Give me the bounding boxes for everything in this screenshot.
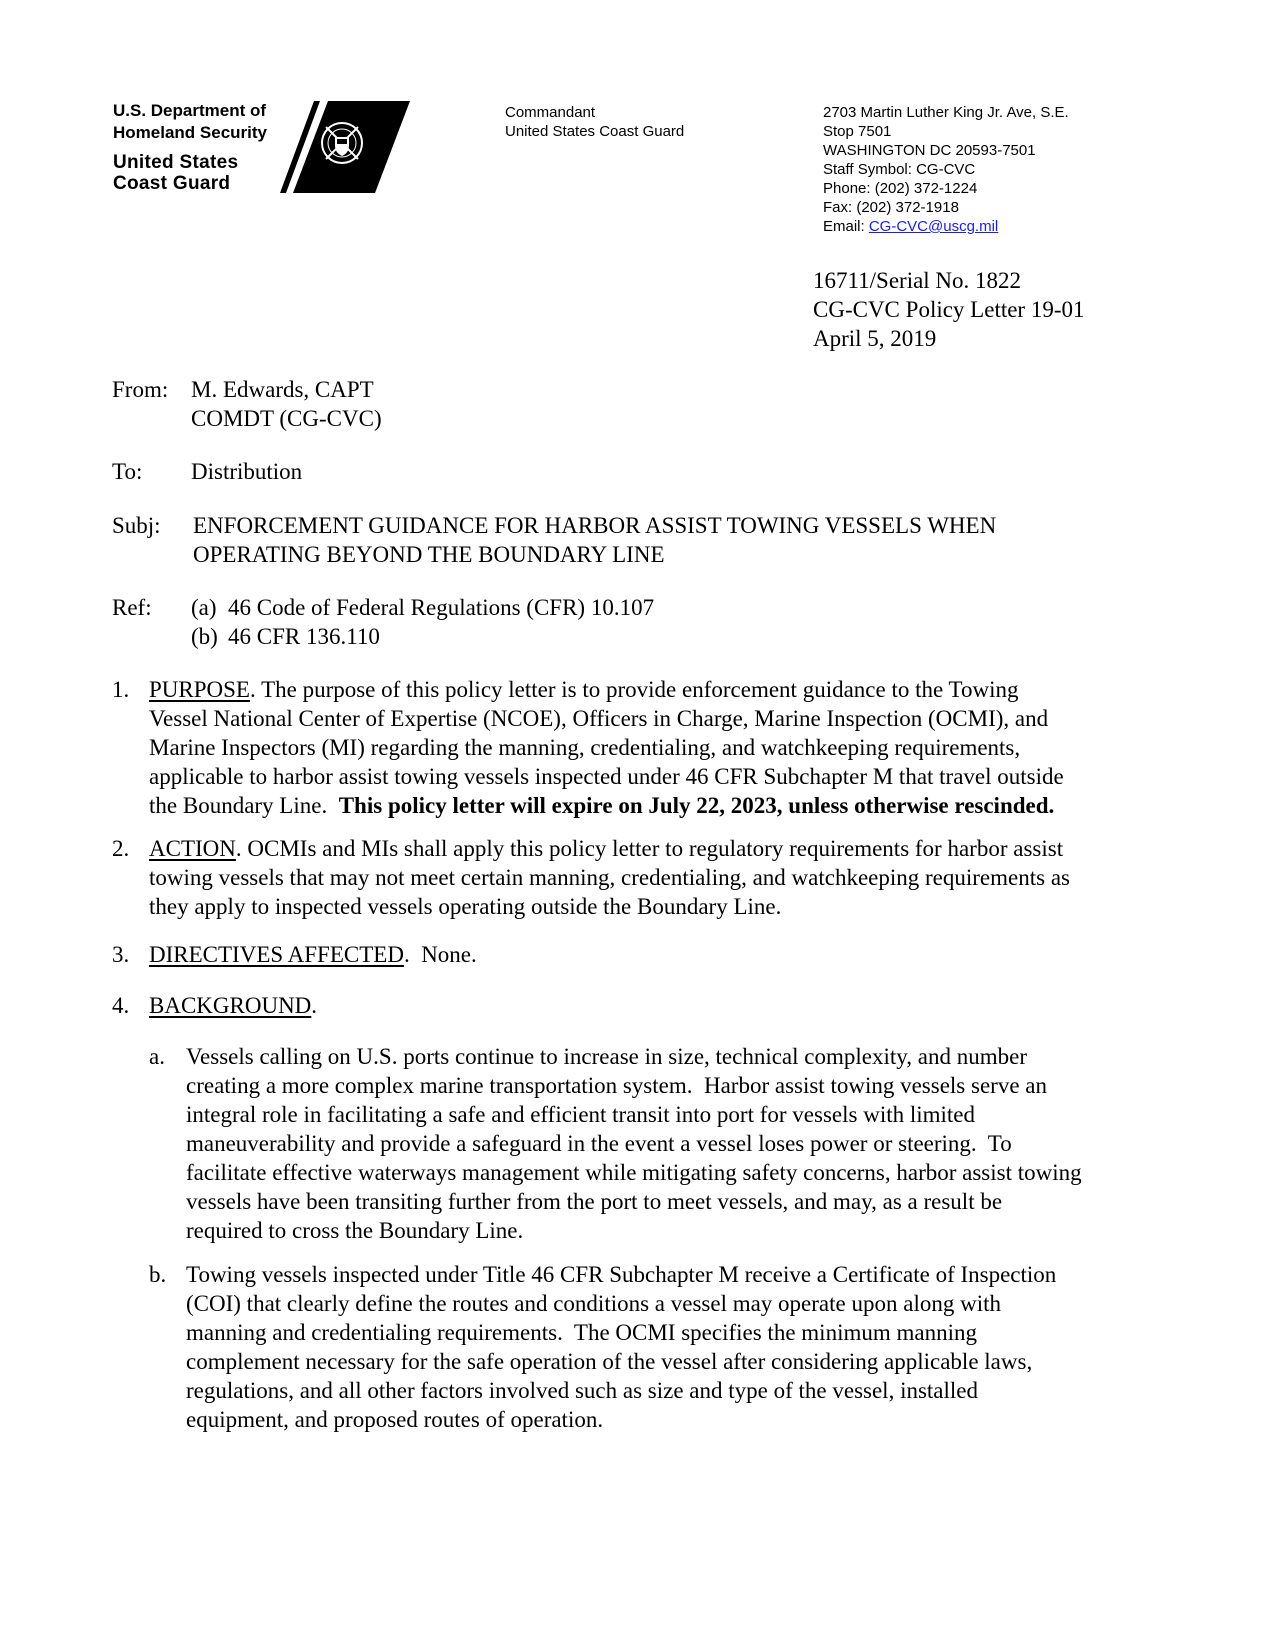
uscg-line-1: United States (113, 152, 239, 173)
staff-symbol: Staff Symbol: CG-CVC (823, 161, 976, 178)
paragraph-line: applicable to harbor assist towing vessels inspected under 46 CFR Subchapter M that travel outside (149, 764, 1064, 789)
commandant-block (505, 103, 684, 141)
reference-text: 46 CFR 136.110 (228, 624, 380, 649)
paragraph-line: the Boundary Line. (149, 793, 339, 818)
paragraph-line: maneuverability and provide a safeguard in the event a vessel loses power or steering. To (186, 1131, 1012, 1156)
email-row (823, 217, 1069, 236)
dept-line-2: Homeland Security (113, 123, 267, 142)
paragraph-line: required to cross the Boundary Line. (186, 1218, 524, 1243)
paragraph-line: Marine Inspectors (MI) regarding the manning, credentialing, and watchkeeping requirements, (149, 735, 1021, 760)
section-heading: BACKGROUND (149, 993, 312, 1018)
letter-date: April 5, 2019 (813, 326, 937, 351)
item-letter: a. (149, 1044, 165, 1069)
reference-b (191, 622, 654, 651)
serial-block (813, 266, 1085, 353)
paragraph-line: manning and credentialing requirements. The OCMI specifies the minimum manning (186, 1320, 977, 1345)
ref-label: Ref: (112, 595, 152, 620)
subject-label: Subj: (112, 513, 161, 538)
section-heading: PURPOSE (149, 677, 250, 702)
email-link[interactable]: CG-CVC@uscg.mil (868, 218, 999, 235)
section-number: 2. (112, 836, 130, 861)
subject-line-2: OPERATING BEYOND THE BOUNDARY LINE (193, 542, 665, 567)
paragraph-line: . OCMIs and MIs shall apply this policy letter to regulatory requirements for harbor assist (235, 836, 1064, 861)
paragraph-line: facilitate effective waterways management while mitigating safety concerns, harbor assist towing (186, 1160, 1082, 1185)
address-line: 2703 Martin Luther King Jr. Ave, S.E. (823, 104, 1069, 121)
phone: Phone: (202) 372-1224 (823, 180, 978, 197)
dept-line-1: U.S. Department of (113, 101, 267, 120)
reference-id: (a) (191, 595, 217, 620)
section-number: 1. (112, 677, 130, 702)
reference-a (191, 593, 654, 622)
subject-line-1: ENFORCEMENT GUIDANCE FOR HARBOR ASSIST TOWING VESSELS WHEN (193, 513, 997, 538)
from-name: M. Edwards, CAPT (191, 377, 374, 402)
coast-guard-racing-stripe-logo (280, 101, 410, 201)
coast-guard-emblem-icon (322, 123, 362, 163)
uscg-line-2: Coast Guard (113, 173, 231, 194)
section-number: 3. (112, 942, 130, 967)
address-line: WASHINGTON DC 20593-7501 (823, 142, 1036, 159)
paragraph-line: creating a more complex marine transportation system. Harbor assist towing vessels serve an (186, 1073, 1047, 1098)
reference-id: (b) (191, 624, 218, 649)
commandant-line-1: Commandant (505, 104, 596, 121)
paragraph-line: regulations, and all other factors involved such as size and type of the vessel, installed (186, 1378, 978, 1403)
reference-text: 46 Code of Federal Regulations (CFR) 10.107 (228, 595, 655, 620)
paragraph-line: Vessel National Center of Expertise (NCOE), Officers in Charge, Marine Inspection (OCMI), and (149, 706, 1049, 731)
section-heading: DIRECTIVES AFFECTED (149, 942, 404, 967)
commandant-line-2: United States Coast Guard (505, 123, 685, 140)
item-letter: b. (149, 1262, 167, 1287)
paragraph-line: vessels have been transiting further from the port to meet vessels, and may, as a result be (186, 1189, 1003, 1214)
to-label: To: (112, 459, 143, 484)
paragraph-line: Vessels calling on U.S. ports continue to increase in size, technical complexity, and number (186, 1044, 1027, 1069)
email-label: Email: (823, 218, 869, 235)
paragraph-line: towing vessels that may not meet certain manning, credentialing, and watchkeeping requirements as (149, 865, 1070, 890)
paragraph-line: they apply to inspected vessels operating outside the Boundary Line. (149, 894, 782, 919)
paragraph-line: Towing vessels inspected under Title 46 CFR Subchapter M receive a Certificate of Inspection (186, 1262, 1057, 1287)
address-block (823, 103, 1069, 236)
from-office: COMDT (CG-CVC) (191, 406, 382, 431)
serial-number: 16711/Serial No. 1822 (813, 268, 1022, 293)
dhs-uscg-wordmark (113, 100, 267, 194)
address-line: Stop 7501 (823, 123, 892, 140)
paragraph-line: integral role in facilitating a safe and efficient transit into port for vessels with limited (186, 1102, 976, 1127)
section-number: 4. (112, 993, 130, 1018)
policy-letter-number: CG-CVC Policy Letter 19-01 (813, 297, 1085, 322)
paragraph-line: complement necessary for the safe operation of the vessel after considering applicable laws, (186, 1349, 1033, 1374)
paragraph-line: . None. (403, 942, 477, 967)
paragraph-line: . The purpose of this policy letter is to provide enforcement guidance to the Towing (249, 677, 1019, 702)
paragraph-line: (COI) that clearly define the routes and conditions a vessel may operate upon along with (186, 1291, 1001, 1316)
from-label: From: (112, 377, 169, 402)
fax: Fax: (202) 372-1918 (823, 199, 959, 216)
section-heading: ACTION (149, 836, 236, 861)
paragraph-line: equipment, and proposed routes of operation. (186, 1407, 604, 1432)
expiration-notice: This policy letter will expire on July 22, 2023, unless otherwise rescinded. (338, 793, 1055, 818)
to-value: Distribution (191, 459, 303, 484)
